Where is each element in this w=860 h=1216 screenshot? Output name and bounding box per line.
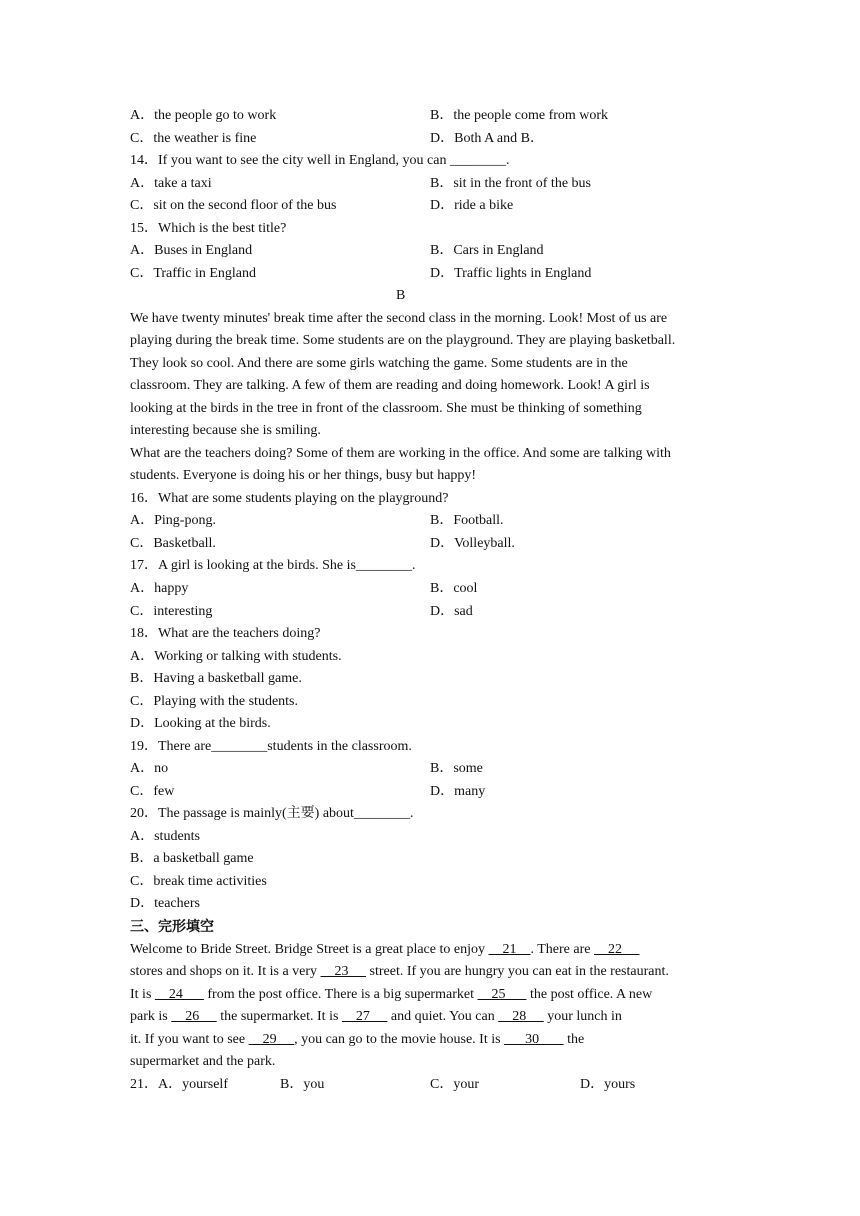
q19-option-d: D．many: [430, 784, 486, 799]
passage-line: We have twenty minutes' break time after the second class in the morning. Look! Most of us are: [130, 311, 668, 326]
cloze-text: your lunch in: [543, 1009, 622, 1024]
cloze-line-4: [130, 1008, 622, 1026]
q20-option-b: B．a basketball game: [130, 851, 254, 866]
cloze-text: park is: [130, 1009, 172, 1024]
q15-option-a: A．Buses in England: [130, 243, 253, 258]
q14-option-c: C．sit on the second floor of the bus: [130, 198, 337, 213]
q16-option-a: A．Ping-pong.: [130, 513, 216, 528]
q15-option-b: B．Cars in England: [430, 243, 544, 258]
q17-option-c: C．interesting: [130, 604, 213, 619]
q17-option-b: B．cool: [430, 581, 478, 596]
passage-line: They look so cool. And there are some girls watching the game. Some students are in the: [130, 356, 628, 371]
cloze-text: from the post office. There is a big supermarket: [203, 987, 478, 1002]
q14-option-d: D．ride a bike: [430, 198, 514, 213]
q13-option-a: A．the people go to work: [130, 108, 277, 123]
blank-23: 23: [320, 964, 367, 979]
passage-line: students. Everyone is doing his or her things, busy but happy!: [130, 468, 477, 483]
q20-option-d: D．teachers: [130, 896, 200, 911]
q21-option-b: B．you: [280, 1077, 325, 1092]
blank-26: 26: [171, 1009, 217, 1024]
q20-option-c: C．break time activities: [130, 874, 267, 889]
q17-option-d: D．sad: [430, 604, 473, 619]
q20-stem: 20．The passage is mainly(主要) about________.: [130, 806, 414, 821]
q19-option-b: B．some: [430, 761, 483, 776]
q15-stem: 15．Which is the best title?: [130, 221, 287, 236]
cloze-line-2: [130, 963, 669, 981]
blank-24: 24: [154, 987, 204, 1002]
q18-option-d: D．Looking at the birds.: [130, 716, 271, 731]
q18-option-c: C．Playing with the students.: [130, 694, 298, 709]
q18-option-a: A．Working or talking with students.: [130, 649, 342, 664]
section-heading: 三、完形填空: [130, 919, 214, 935]
q21-option-d: D．yours: [580, 1077, 636, 1092]
cloze-text: the supermarket. It is: [216, 1009, 342, 1024]
cloze-text: the post office. A new: [526, 987, 653, 1002]
q17-option-a: A．happy: [130, 581, 189, 596]
cloze-text: the: [563, 1032, 585, 1047]
q14-stem: 14．If you want to see the city well in England, you can ________.: [130, 153, 510, 168]
cloze-line-5: [130, 1031, 584, 1049]
q17-stem: 17．A girl is looking at the birds. She is________.: [130, 558, 416, 573]
passage-line: What are the teachers doing? Some of them are working in the office. And some are talking with: [130, 446, 671, 461]
cloze-text: it. If you want to see: [130, 1032, 249, 1047]
q20-option-a: A．students: [130, 829, 200, 844]
cloze-text: , you can go to the movie house. It is: [294, 1032, 505, 1047]
passage-line: interesting because she is smiling.: [130, 423, 321, 438]
cloze-text: stores and shops on it. It is a very: [130, 964, 321, 979]
cloze-line-6: supermarket and the park.: [130, 1054, 276, 1069]
blank-28: 28: [498, 1009, 544, 1024]
cloze-text: and quiet. You can: [387, 1009, 499, 1024]
q16-option-c: C．Basketball.: [130, 536, 216, 551]
q16-stem: 16．What are some students playing on the playground?: [130, 491, 449, 506]
blank-21: 21: [488, 942, 531, 957]
passage-line: classroom. They are talking. A few of them are reading and doing homework. Look! A girl is: [130, 378, 650, 393]
q18-stem: 18．What are the teachers doing?: [130, 626, 321, 641]
passage-line: playing during the break time. Some students are on the playground. They are playing basketball.: [130, 333, 676, 348]
blank-29: 29: [248, 1032, 295, 1047]
q21-option-a: 21．A．yourself: [130, 1077, 228, 1092]
cloze-line-1: [130, 941, 639, 959]
q18-option-b: B．Having a basketball game.: [130, 671, 302, 686]
q13-option-b: B．the people come from work: [430, 108, 609, 123]
q19-option-a: A．no: [130, 761, 169, 776]
q14-option-a: A．take a taxi: [130, 176, 212, 191]
q19-stem: 19．There are________students in the classroom.: [130, 739, 412, 754]
q15-option-c: C．Traffic in England: [130, 266, 256, 281]
q16-option-b: B．Football.: [430, 513, 504, 528]
q21-option-c: C．your: [430, 1077, 479, 1092]
q13-option-c: C．the weather is fine: [130, 131, 257, 146]
blank-22: 22: [593, 942, 640, 957]
cloze-text: street. If you are hungry you can eat in the restaurant.: [366, 964, 669, 979]
cloze-line-3: [130, 986, 652, 1004]
blank-30: 30: [504, 1032, 564, 1047]
q19-option-c: C．few: [130, 784, 175, 799]
q13-option-d: D．Both A and B．: [430, 131, 544, 146]
q14-option-b: B．sit in the front of the bus: [430, 176, 591, 191]
cloze-text: It is: [130, 987, 155, 1002]
cloze-text: Welcome to Bride Street. Bridge Street is a great place to enjoy: [130, 942, 489, 957]
q15-option-d: D．Traffic lights in England: [430, 266, 592, 281]
blank-25: 25: [477, 987, 527, 1002]
passage-line: looking at the birds in the tree in front of the classroom. She must be thinking of something: [130, 401, 642, 416]
passage-b-label: B: [396, 288, 406, 303]
q16-option-d: D．Volleyball.: [430, 536, 515, 551]
blank-27: 27: [341, 1009, 388, 1024]
cloze-text: . There are: [530, 942, 594, 957]
